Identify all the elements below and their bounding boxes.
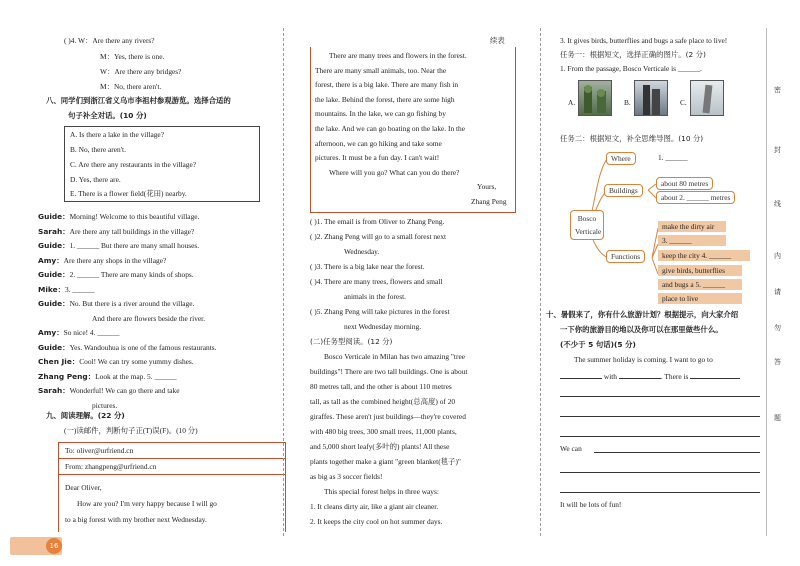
dialog-text: pictures. [92, 401, 118, 410]
writing-blank-3[interactable] [690, 372, 740, 379]
mind-f2: keep the city 4. ______ [658, 250, 750, 261]
dialog-text: So nice! 4. ______ [63, 328, 120, 337]
dialog-line [92, 314, 205, 323]
dialog-line [38, 386, 180, 395]
email-body-1: Dear Oliver, [65, 483, 102, 492]
mind-f3: give birds, butterflies [658, 265, 742, 276]
writing-rule-5[interactable] [560, 472, 760, 473]
section9-sub: (一)读邮件，判断句子正(T)误(F)。(10 分) [64, 426, 198, 435]
dialog-speaker: Sarah [38, 386, 63, 395]
option-b: B. No, there aren't. [70, 145, 126, 154]
section8-title: 八、同学们到浙江省义乌市李祖村参观游览。选择合适的 [46, 96, 231, 105]
passage-line: as big as 3 soccer fields! [310, 472, 383, 481]
passage-line: 80 metres tall, and the other is about 110 metres [310, 382, 452, 391]
dialog-speaker: Guide [38, 299, 63, 308]
email-to: To: oliver@urfriend.cn [59, 443, 285, 459]
picture-c[interactable] [690, 80, 724, 116]
dialog-line [38, 372, 177, 381]
dialog-colon: ： [62, 343, 70, 352]
mind-f1: make the dirty air [658, 221, 726, 232]
dialog-text: 1. ______ But there are many small houses. [69, 241, 200, 250]
writing-there-is: . There is [660, 372, 689, 381]
dialog-speaker: Amy [38, 256, 57, 265]
dialog-colon: ： [62, 386, 70, 395]
writing-end: It will be lots of fun! [560, 500, 622, 509]
section10-title2: 一下你的旅游目的地以及你可以在那里做些什么。 [560, 325, 723, 334]
writing-rule-6[interactable] [560, 492, 760, 493]
dialog-text: Cool! We can try some yummy dishes. [79, 357, 194, 366]
dialog-text: No. But there is a river around the village. [69, 299, 195, 308]
mind-where-answer: 1. ______ [658, 153, 688, 162]
tree-building-icon [579, 81, 611, 115]
q4-w2: W：Are there any bridges? [100, 67, 182, 76]
dialog-speaker: Zhang Peng [38, 372, 88, 381]
option-a: A. Is there a lake in the village? [70, 130, 164, 139]
tower-icon [691, 81, 723, 115]
letter-line: afternoon, we can go hiking and take some [315, 138, 442, 148]
dialog-line [92, 401, 117, 410]
tf-question-line: next Wednesday morning. [344, 322, 422, 331]
dialog-line [38, 212, 199, 221]
column-divider-2 [540, 28, 541, 536]
question-1: 1. From the passage, Bosco Verticale is ______. [560, 64, 702, 73]
passage-line: This special forest helps in three ways: [324, 487, 439, 496]
q4-m2: M：No, there aren't. [100, 82, 162, 91]
tf-question-line: animals in the forest. [344, 292, 406, 301]
letter-line: There are many trees and flowers in the forest. [329, 51, 467, 60]
mind-where: Where [606, 152, 636, 165]
writing-rule-1[interactable] [560, 396, 760, 397]
dialog-text: Wonderful! We can go there and take [69, 386, 180, 395]
dialog-speaker: Mike [38, 285, 58, 294]
skyscraper-icon [635, 81, 667, 115]
dialog-line [38, 270, 194, 279]
seal-char: 题 [774, 414, 781, 422]
picture-b[interactable] [634, 80, 668, 116]
task-reading-title: (二)任务型阅读。(12 分) [310, 337, 393, 346]
pic-label-c: C. [680, 98, 687, 107]
email-from: From: zhangpeng@urfriend.cn [59, 459, 285, 475]
dialog-speaker: Amy [38, 328, 57, 337]
seal-char: 线 [774, 200, 781, 208]
dialog-colon: ： [56, 328, 64, 337]
dialog-line [38, 241, 199, 250]
dialog-text: Yes. Wandouhua is one of the famous restaurants. [69, 343, 217, 352]
dialog-text: Are there any tall buildings in the village? [69, 227, 195, 236]
dialog-text: Are there any shops in the village? [63, 256, 167, 265]
seal-char: 请 [774, 288, 781, 296]
writing-line-1: The summer holiday is coming. I want to go to [574, 355, 713, 364]
option-d: D. Yes, there are. [70, 175, 121, 184]
writing-rule-2[interactable] [560, 416, 760, 417]
dialog-line [38, 285, 95, 294]
passage-line: 1. It cleans dirty air, like a giant air cleaner. [310, 502, 439, 511]
letter-line: the lake. Behind the forest, there are some high [315, 94, 455, 104]
dialog-colon: ： [87, 372, 96, 381]
section10-title: 十、暑假来了，你有什么旅游计划？根据提示，向大家介绍 [546, 310, 739, 319]
mind-b1: about 80 metres [656, 177, 713, 190]
writing-blank-2[interactable] [619, 372, 661, 379]
passage-line: plants together make a giant "green blanket(毯子)" [310, 457, 461, 466]
email-box [58, 442, 286, 532]
seal-char: 答 [774, 358, 781, 366]
tf-question-line: ( )5. Zhang Peng will take pictures in the forest [310, 307, 450, 316]
letter-line: pictures. It must be a fun day. I can't wait! [315, 153, 440, 163]
dialog-colon: ： [56, 256, 64, 265]
option-e: E. There is a flower field(花田) nearby. [70, 189, 187, 198]
writing-line-2 [560, 372, 740, 381]
dialog-colon: ： [62, 241, 70, 250]
dialog-colon: ： [62, 227, 70, 236]
passage-line: 2. It keeps the city cool on hot summer days. [310, 517, 443, 526]
letter-line: mountains. In the lake, we can go fishing by [315, 109, 446, 119]
dialog-text: Morning! Welcome to this beautiful village. [69, 212, 200, 221]
mind-b2: about 2. ______ metres [656, 191, 735, 204]
dialog-colon: ： [57, 285, 66, 294]
passage-line: tall, as tall as the combined height(总高度) of 20 [310, 397, 456, 406]
dialog-line [38, 357, 194, 366]
task2-title: 任务二：根据短文，补全思维导图。(10 分) [560, 134, 704, 143]
page-number: 16 [46, 538, 62, 554]
column-divider-1 [283, 28, 284, 536]
dialog-speaker: Guide [38, 270, 63, 279]
dialog-speaker: Chen Jie [38, 357, 72, 366]
dialog-colon: ： [71, 357, 80, 366]
pic-label-b: B. [624, 98, 631, 107]
dialog-line [38, 343, 217, 352]
options-box [64, 126, 260, 202]
passage-line: giraffes. These aren't just buildings—they're covered [310, 412, 466, 421]
letter-line: Where will you go? What can you do there? [329, 167, 460, 177]
letter-line: the lake. And we can go boating on the lake. In the [315, 124, 466, 133]
section10-title3: (不少于 5 句话)(5 分) [560, 340, 636, 349]
letter-line: There are many small animals, too. Near the [315, 65, 447, 75]
email-body-2: How are you? I'm very happy because I will go [77, 499, 217, 508]
page-number-tab [10, 537, 62, 555]
tf-question-line: ( )4. There are many trees, flowers and small [310, 277, 443, 286]
dialog-line [38, 227, 194, 236]
email-body-3: to a big forest with my brother next Wednesday. [65, 515, 207, 524]
letter-box [310, 47, 516, 213]
tf-question-line: ( )1. The email is from Oliver to Zhang Peng. [310, 217, 445, 226]
passage-line-3: 3. It gives birds, butterflies and bugs a safe place to live! [560, 36, 728, 45]
writing-blank-1[interactable] [560, 372, 602, 379]
writing-rule-4[interactable] [594, 452, 760, 453]
dialog-line [38, 299, 194, 308]
mind-f3b: and bugs a 5. ______ [658, 279, 742, 290]
dialog-colon: ： [62, 299, 70, 308]
dialog-text: 3. ______ [65, 285, 95, 294]
seal-char: 密 [774, 86, 781, 94]
pic-label-a: A. [568, 98, 576, 107]
mind-center-label: Bosco Verticale [575, 214, 602, 236]
letter-line: forest, there is a big lake. There are many fish in [315, 80, 459, 90]
dialog-speaker: Guide [38, 212, 63, 221]
tf-question-line: Wednesday. [344, 247, 380, 256]
mind-functions: Functions [606, 250, 645, 263]
mind-center [570, 210, 604, 240]
mind-f1b: 3. ______ [658, 235, 726, 246]
passage-line: and 5,000 short leafy(多叶的) plants! All these [310, 442, 450, 451]
writing-rule-3[interactable] [560, 436, 760, 437]
letter-line: Zhang Peng [471, 197, 507, 206]
letter-line: Yours, [477, 182, 497, 192]
dialog-line [38, 328, 120, 337]
mind-buildings: Buildings [604, 184, 643, 197]
dialog-speaker: Guide [38, 343, 63, 352]
dialog-speaker: Sarah [38, 227, 63, 236]
continued-label: 续表 [490, 36, 505, 45]
dialog-colon: ： [62, 212, 70, 221]
task1-title: 任务一：根据短文，选择正确的图片。(2 分) [560, 50, 706, 59]
writing-we-can: We can [560, 444, 582, 453]
dialog-line [38, 256, 166, 265]
dialog-text: And there are flowers beside the river. [92, 314, 206, 323]
dialog-colon: ： [62, 270, 70, 279]
picture-a[interactable] [578, 80, 612, 116]
seal-char: 封 [774, 146, 781, 154]
q4-m1: M：Yes, there is one. [100, 52, 165, 61]
seal-line [766, 28, 767, 536]
q4-line: ( )4. W：Are there any rivers? [64, 36, 155, 45]
tf-question-line: ( )2. Zhang Peng will go to a small forest next [310, 232, 447, 241]
section8-title2: 句子补全对话。(10 分) [68, 111, 147, 120]
section9-title: 九、阅读理解。(22 分) [46, 411, 125, 420]
writing-with: with [603, 372, 617, 381]
seal-char: 内 [774, 252, 781, 260]
dialog-speaker: Guide [38, 241, 63, 250]
passage-line: with 480 big trees, 300 small trees, 11,000 plants, [310, 427, 457, 436]
mind-f3c: place to live [658, 293, 742, 304]
passage-line: Bosco Verticale in Milan has two amazing "tree [324, 352, 466, 361]
dialog-text: 2. ______ There are many kinds of shops. [69, 270, 194, 279]
option-c: C. Are there any restaurants in the village? [70, 160, 197, 169]
seal-char: 勿 [774, 324, 781, 332]
dialog-text: Look at the map. 5. ______ [95, 372, 177, 381]
passage-line: buildings"! There are two tall buildings. One is about [310, 367, 468, 376]
tf-question-line: ( )3. There is a big lake near the forest. [310, 262, 425, 271]
